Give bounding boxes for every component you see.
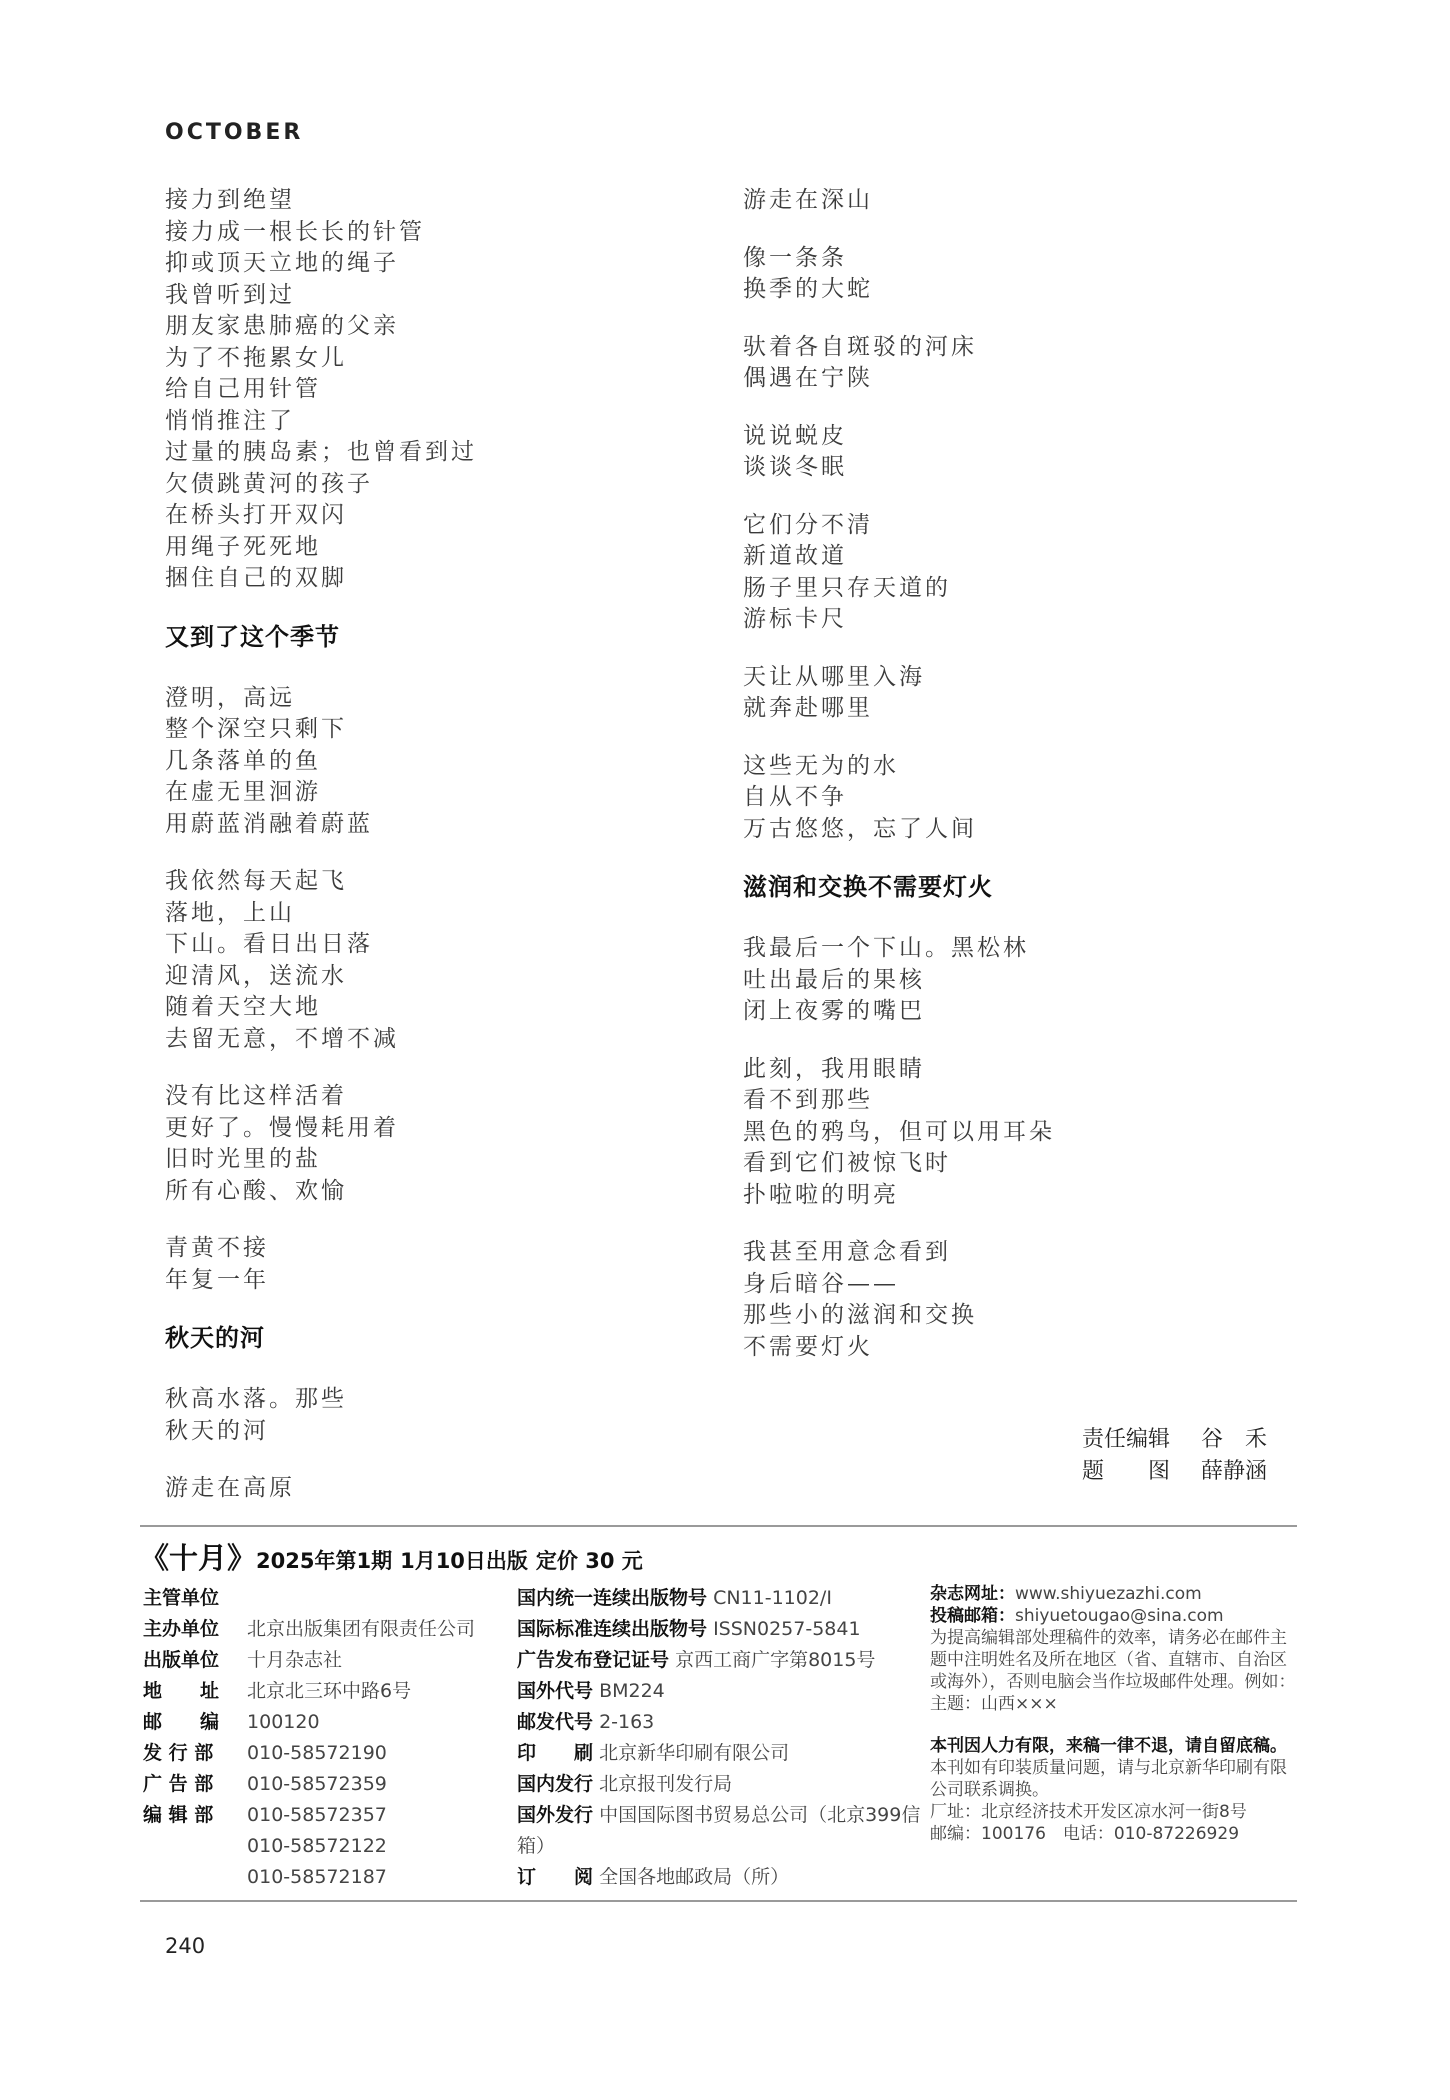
- poem-column-right: [743, 185, 1283, 1389]
- info-value: ISSN0257-5841: [713, 1618, 861, 1640]
- email-label: 投稿邮箱：: [930, 1606, 1015, 1626]
- info-row: [143, 1738, 475, 1769]
- poem-line: 自从不争: [743, 784, 847, 810]
- poem-line: 在桥头打开双闪: [165, 502, 347, 528]
- poem-line: 欠债跳黄河的孩子: [165, 470, 373, 497]
- poem-line: 用绳子死死地: [165, 533, 321, 560]
- email-row: [930, 1605, 1302, 1627]
- contact-info: [930, 1583, 1302, 1845]
- info-row: [143, 1862, 475, 1893]
- poem-line: 看到它们被惊飞时: [743, 1150, 951, 1176]
- poem-line: 我甚至用意念看到: [743, 1239, 951, 1265]
- divider-top: [140, 1525, 1297, 1527]
- info-row: [517, 1645, 922, 1676]
- factory-contact: 邮编：100176 电话：010-87226929: [930, 1824, 1240, 1844]
- info-value: 010-58572190: [247, 1742, 387, 1764]
- poem-line: 不需要灯火: [743, 1333, 873, 1360]
- email-link[interactable]: shiyuetougao@sina.com: [1015, 1606, 1224, 1626]
- poem-line: 为了不拖累女儿: [165, 344, 347, 371]
- poem-line: 换季的大蛇: [743, 276, 873, 302]
- info-label: 印 刷: [517, 1742, 594, 1764]
- poem-line: 更好了。慢慢耗用着: [165, 1114, 399, 1141]
- info-value: 中国国际图书贸易总公司（北京399信箱）: [517, 1804, 921, 1857]
- info-row: [143, 1583, 475, 1614]
- price: 定价 30 元: [535, 1549, 643, 1573]
- stanza: [743, 751, 1283, 846]
- illustration-name: 薛静涵: [1201, 1459, 1268, 1484]
- info-row: [143, 1707, 475, 1738]
- illustration-credit: [1082, 1456, 1267, 1488]
- info-label: 主办单位: [143, 1618, 220, 1640]
- poem-line: 朋友家患肺癌的父亲: [165, 313, 399, 339]
- poem-line: 此刻，我用眼睛: [743, 1055, 925, 1082]
- poem-line: 扑啦啦的明亮: [743, 1181, 899, 1208]
- website-row: [930, 1583, 1302, 1605]
- info-value: 北京出版集团有限责任公司: [247, 1618, 476, 1640]
- stanza: [743, 332, 1283, 395]
- info-row: [143, 1769, 475, 1800]
- info-value: 北京北三环中路6号: [247, 1680, 412, 1702]
- poem-line: 说说蜕皮: [743, 422, 847, 449]
- info-row: [517, 1800, 922, 1862]
- poem-line: 迎清风，送流水: [165, 962, 347, 989]
- poem-line: 给自己用针管: [165, 376, 321, 402]
- stanza: [165, 683, 705, 841]
- info-label: 编 辑 部: [143, 1804, 214, 1826]
- info-label: 订 阅: [517, 1866, 594, 1888]
- info-label: 国外发行: [517, 1804, 594, 1826]
- info-label: 广告发布登记证号: [517, 1649, 670, 1671]
- info-label: 国外代号: [517, 1680, 594, 1702]
- poem-line: 那些小的滋润和交换: [743, 1302, 977, 1328]
- stanza: [165, 866, 705, 1055]
- info-value: CN11-1102/I: [713, 1587, 832, 1609]
- poem-column-left: [165, 185, 705, 1531]
- poem-line: 谈谈冬眠: [743, 454, 847, 480]
- info-value: 北京新华印刷有限公司: [599, 1742, 790, 1764]
- issue-number: 2025年第1期: [256, 1549, 393, 1573]
- info-row: [517, 1676, 922, 1707]
- poem-line: 随着天空大地: [165, 994, 321, 1020]
- info-label: 出版单位: [143, 1649, 220, 1671]
- publisher-info: [143, 1583, 475, 1893]
- poem-title: 滋润和交换不需要灯火: [743, 873, 993, 901]
- poem-line: 像一条条: [743, 244, 847, 271]
- poem-line: 年复一年: [165, 1266, 269, 1293]
- poem-line: 接力成一根长长的针管: [165, 218, 425, 245]
- info-label: 地 址: [143, 1680, 220, 1702]
- masthead: [140, 1536, 643, 1577]
- info-value: 十月杂志社: [247, 1649, 343, 1671]
- info-value: 2-163: [599, 1711, 655, 1733]
- stanza: [743, 1237, 1283, 1363]
- poem-line: 我最后一个下山。黑松林: [743, 935, 1029, 961]
- stanza: [743, 933, 1283, 1028]
- poem-title: 又到了这个季节: [165, 622, 340, 651]
- poem-line: 它们分不清: [743, 511, 873, 538]
- poem-line: 就奔赴哪里: [743, 695, 873, 721]
- poem-line: 旧时光里的盐: [165, 1146, 321, 1172]
- editor-label: 责任编辑: [1082, 1427, 1171, 1452]
- info-value: 全国各地邮政局（所）: [599, 1866, 790, 1888]
- info-label: 国际标准连续出版物号: [517, 1618, 708, 1640]
- poem-line: 用蔚蓝消融着蔚蓝: [165, 810, 373, 837]
- poem-line: 新道故道: [743, 543, 847, 569]
- poem-line: 我依然每天起飞: [165, 868, 347, 894]
- info-label: 邮 编: [143, 1711, 220, 1733]
- poem-line: 游走在高原: [165, 1475, 295, 1501]
- info-label: 主管单位: [143, 1587, 220, 1609]
- stanza: [743, 1054, 1283, 1212]
- info-value: 100120: [247, 1711, 320, 1733]
- poem-line: 秋天的河: [165, 1417, 269, 1444]
- editor-name: 谷 禾: [1201, 1427, 1268, 1452]
- poem-line: 闭上夜雾的嘴巴: [743, 998, 925, 1024]
- spacer: [930, 1715, 1302, 1735]
- divider-bottom: [140, 1900, 1297, 1902]
- info-row: [143, 1831, 475, 1862]
- stanza: [743, 510, 1283, 636]
- poem-line: 落地，上山: [165, 899, 295, 926]
- info-value: 010-58572122: [247, 1835, 387, 1857]
- poem-line: 秋高水落。那些: [165, 1386, 347, 1412]
- info-value: BM224: [599, 1680, 665, 1702]
- magazine-name: 《十月》: [140, 1541, 257, 1575]
- info-value: 北京报刊发行局: [599, 1773, 733, 1795]
- info-row: [143, 1614, 475, 1645]
- info-row: [517, 1769, 922, 1800]
- poem-line: 青黄不接: [165, 1235, 269, 1261]
- poem-line: 捆住自己的双脚: [165, 565, 347, 591]
- poem-line: 看不到那些: [743, 1087, 873, 1113]
- info-value: 010-58572357: [247, 1804, 387, 1826]
- poem-line: 吐出最后的果核: [743, 966, 925, 993]
- poem-line: 下山。看日出日落: [165, 931, 373, 957]
- stanza: [165, 1081, 705, 1207]
- poem-title: 秋天的河: [165, 1324, 265, 1352]
- illustration-label: 题 图: [1082, 1459, 1171, 1484]
- poem-line: 游标卡尺: [743, 606, 847, 632]
- info-label: 邮发代号: [517, 1711, 594, 1733]
- stanza: [743, 185, 1283, 217]
- credits: [1082, 1424, 1267, 1488]
- publish-date: 1月10日出版: [400, 1549, 528, 1573]
- editor-credit: [1082, 1424, 1267, 1456]
- poem-line: 黑色的鸦鸟，但可以用耳朵: [743, 1118, 1055, 1145]
- poem-line: 几条落单的鱼: [165, 747, 321, 774]
- poem-line: 在虚无里洄游: [165, 779, 321, 805]
- poem-line: 驮着各自斑驳的河床: [743, 333, 977, 360]
- stanza: [743, 662, 1283, 725]
- poem-line: 游走在深山: [743, 187, 873, 213]
- stanza: [743, 243, 1283, 306]
- stanza: [165, 185, 705, 595]
- poem-line: 过量的胰岛素；也曾看到过: [165, 439, 477, 465]
- poem-line: 没有比这样活着: [165, 1083, 347, 1109]
- poem-line: 万古悠悠，忘了人间: [743, 815, 977, 842]
- poem-line: 身后暗谷——: [743, 1270, 899, 1297]
- poem-line: 我曾听到过: [165, 281, 295, 308]
- info-row: [143, 1676, 475, 1707]
- info-label: 发 行 部: [143, 1742, 214, 1764]
- info-value: 010-58572359: [247, 1773, 387, 1795]
- running-header: OCTOBER: [165, 120, 304, 145]
- info-row: [517, 1862, 922, 1893]
- stanza: [165, 1473, 705, 1505]
- website-link[interactable]: www.shiyuezazhi.com: [1015, 1584, 1202, 1604]
- poem-line: 抑或顶天立地的绳子: [165, 250, 399, 276]
- poem-line: 接力到绝望: [165, 187, 295, 213]
- submission-notice: 为提高编辑部处理稿件的效率，请务必在邮件主题中注明姓名及所在地区（省、直辖市、自治区或海外），否则电脑会当作垃圾邮件处理。例如：主题：山西×××: [930, 1628, 1296, 1714]
- poem-line: 所有心酸、欢愉: [165, 1177, 347, 1204]
- publication-codes: [517, 1583, 922, 1893]
- poem-line: 澄明，高远: [165, 684, 295, 711]
- info-label: 广 告 部: [143, 1773, 214, 1795]
- factory-address: 厂址：北京经济技术开发区凉水河一街8号: [930, 1802, 1247, 1822]
- quality-notice: 本刊如有印装质量问题，请与北京新华印刷有限公司联系调换。: [930, 1758, 1287, 1800]
- info-label: 国内统一连续出版物号: [517, 1587, 708, 1609]
- info-row: [143, 1645, 475, 1676]
- info-row: [517, 1738, 922, 1769]
- poem-line: 天让从哪里入海: [743, 663, 925, 690]
- page-number: 240: [165, 1934, 206, 1958]
- info-row: [143, 1800, 475, 1831]
- poem-line: 整个深空只剩下: [165, 716, 347, 742]
- info-label: 国内发行: [517, 1773, 594, 1795]
- stanza: [165, 1233, 705, 1296]
- poem-line: 这些无为的水: [743, 752, 899, 779]
- poem-line: 肠子里只存天道的: [743, 574, 951, 601]
- info-row: [517, 1583, 922, 1614]
- poem-line: 去留无意，不增不减: [165, 1025, 399, 1052]
- info-row: [517, 1614, 922, 1645]
- info-value: 京西工商广字第8015号: [675, 1649, 876, 1671]
- poem-line: 悄悄推注了: [165, 407, 295, 434]
- stanza: [165, 1384, 705, 1447]
- poem-line: 偶遇在宁陕: [743, 365, 873, 391]
- info-value: 010-58572187: [247, 1866, 387, 1888]
- website-label: 杂志网址：: [930, 1584, 1015, 1604]
- stanza: [743, 421, 1283, 484]
- returns-notice: 本刊因人力有限，来稿一律不退，请自留底稿。: [930, 1736, 1287, 1756]
- info-row: [517, 1707, 922, 1738]
